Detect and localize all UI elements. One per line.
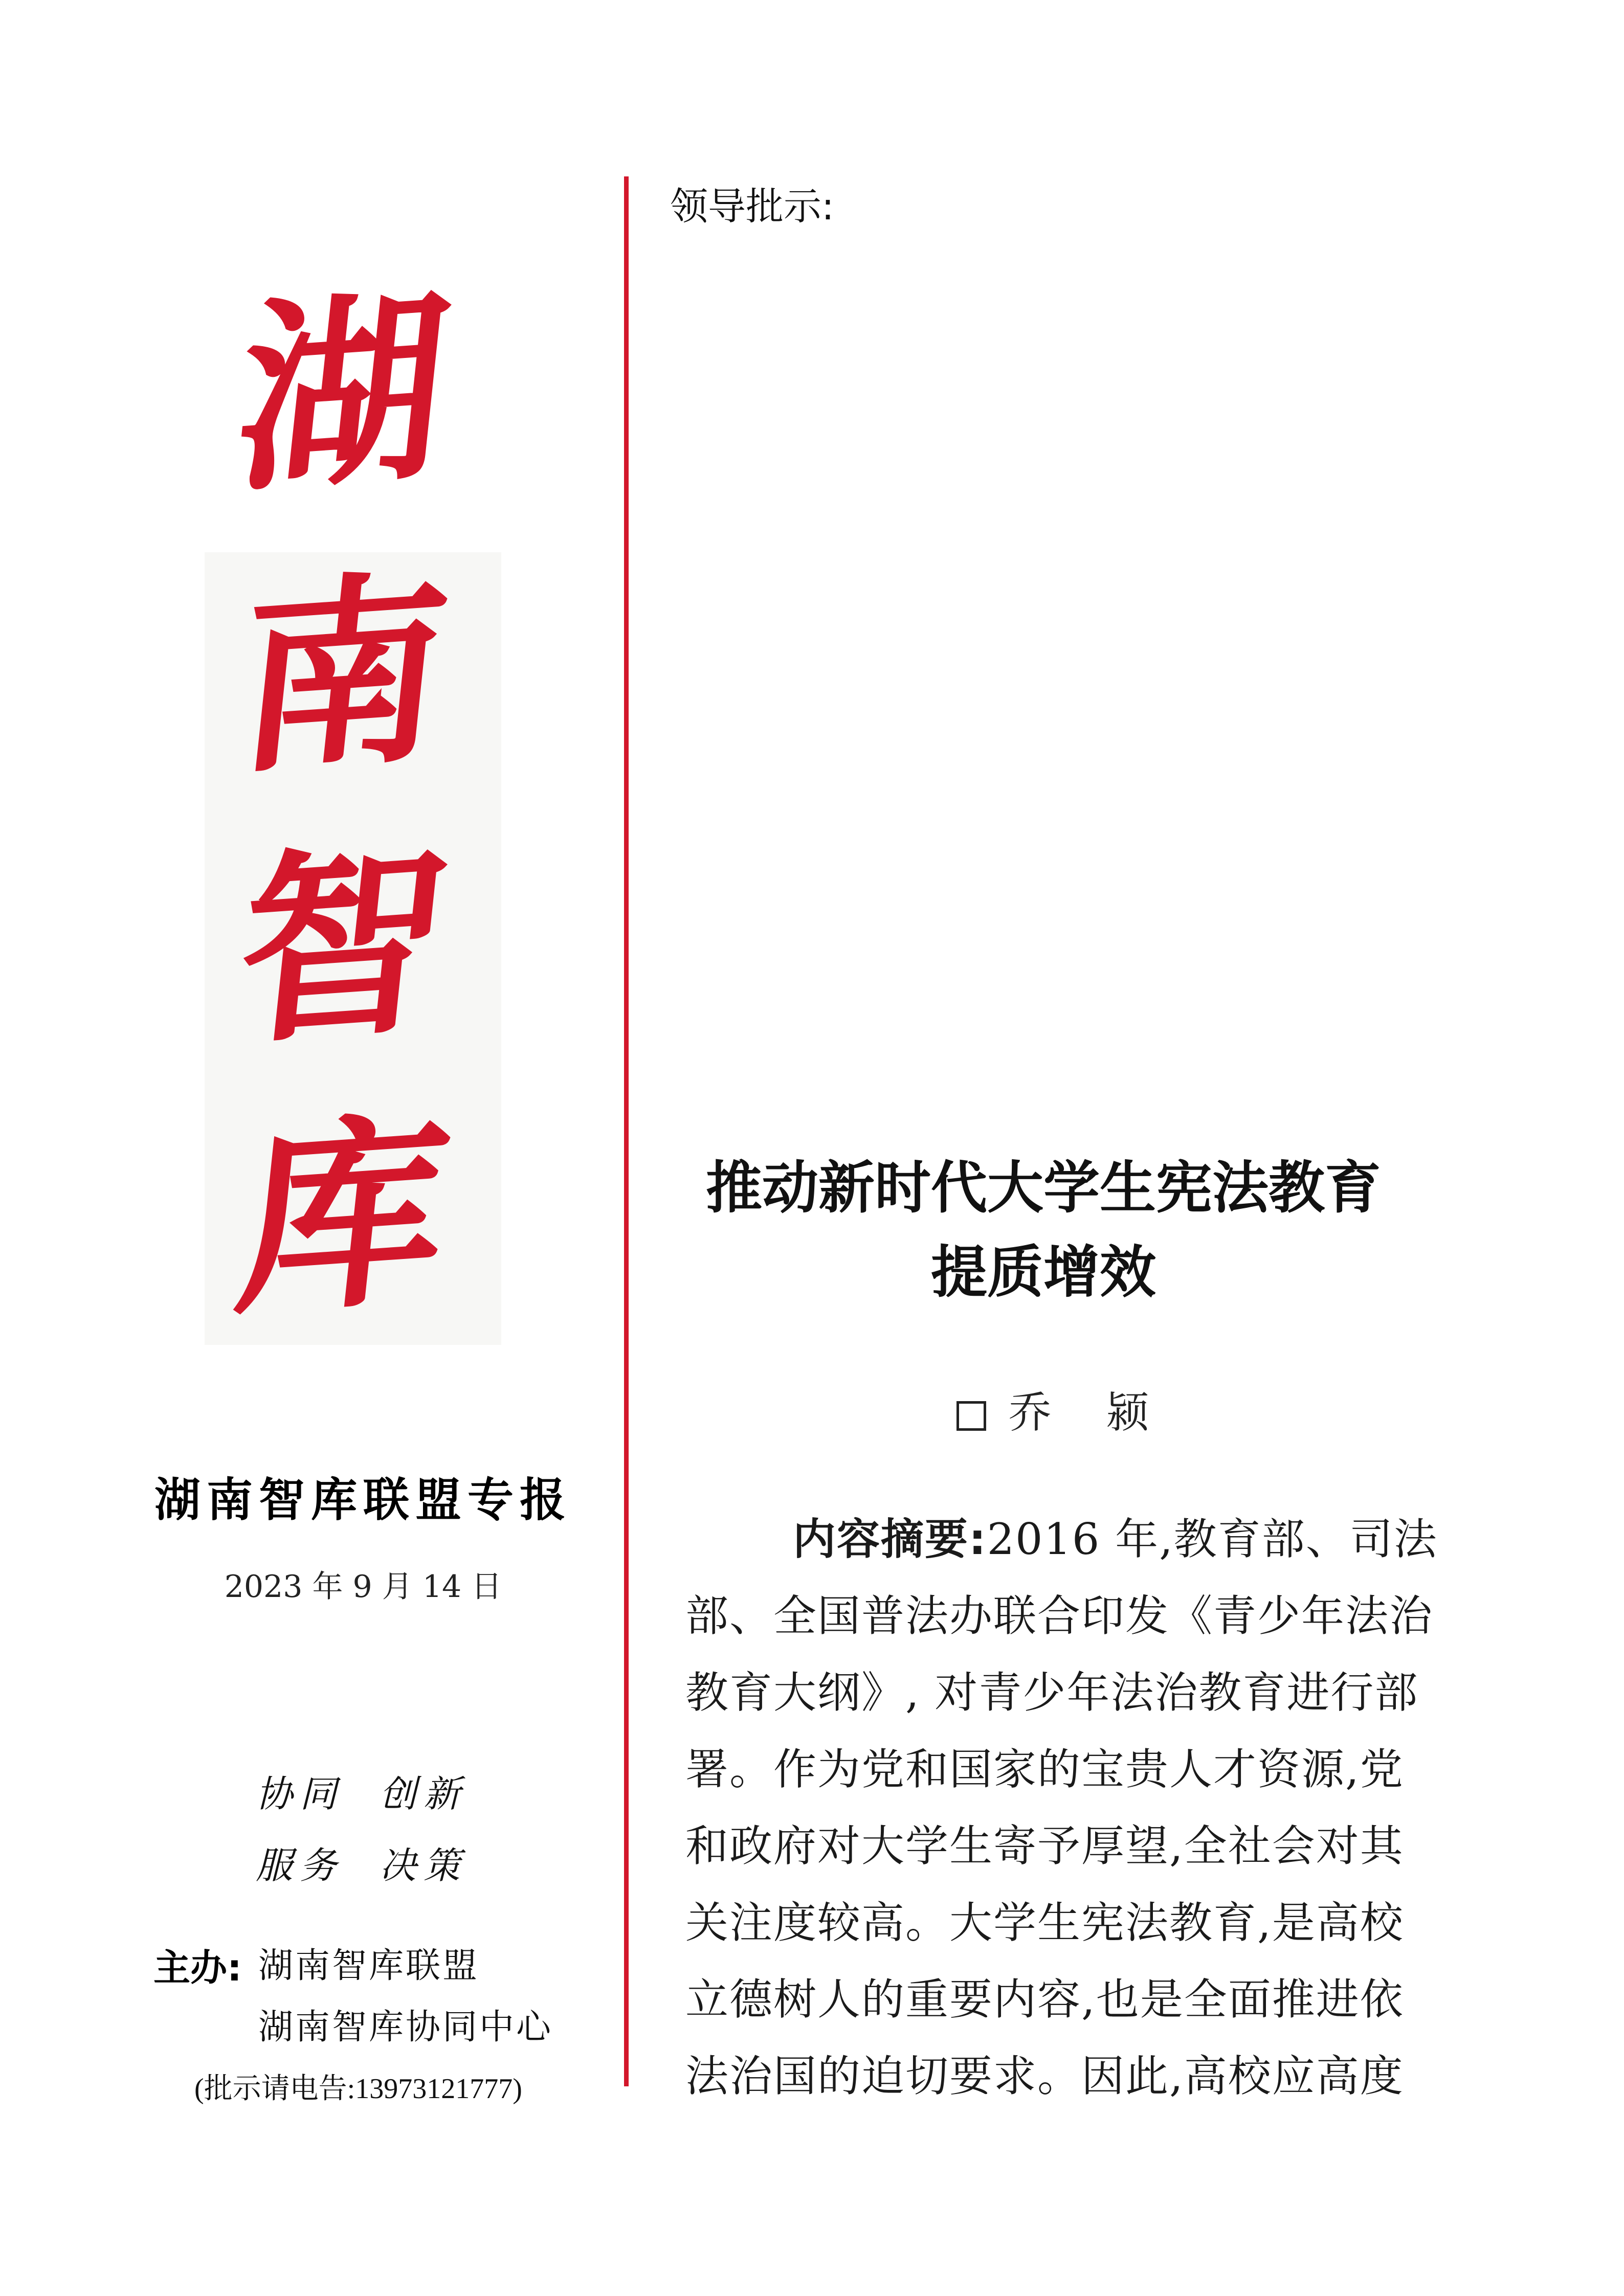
sponsor-name: 湖南智库联盟	[258, 1946, 480, 1986]
calligraphy-char-zhi: 智	[227, 819, 459, 1073]
abstract-line: 教育大纲》, 对青少年法治教育进行部	[685, 1668, 1419, 1718]
abstract-label: 内容摘要:	[793, 1514, 987, 1564]
motto-line-1	[256, 1764, 503, 1817]
abstract-line: 立德树人的重要内容,也是全面推进依	[685, 1974, 1404, 2024]
abstract-line: 和政府对大学生寄予厚望,全社会对其	[685, 1821, 1404, 1871]
article-title-line: 提质增效	[931, 1240, 1156, 1305]
motto-word: 服务	[256, 1844, 344, 1887]
sponsor-name: 湖南智库协同中心	[258, 2007, 553, 2047]
bulletin-date: 2023 年 9 月 14 日	[224, 1569, 502, 1605]
motto-line-2	[256, 1836, 503, 1889]
phone-note: (批示请电告:13973121777)	[194, 2073, 522, 2105]
abstract-line: 署。作为党和国家的宝贵人才资源,党	[685, 1744, 1404, 1794]
abstract-line	[685, 1501, 1438, 1578]
abstract-text: 2016 年,教育部、司法	[987, 1514, 1438, 1564]
masthead-calligraphy	[205, 266, 511, 1350]
motto-word: 创新	[380, 1772, 468, 1815]
motto-word: 协同	[256, 1772, 344, 1815]
bulletin-title: 湖南智库联盟专报	[154, 1473, 572, 1527]
calligraphy-char-hu: 湖	[227, 266, 459, 521]
article-title-line: 推动新时代大学生宪法教育	[706, 1155, 1381, 1221]
byline-author: 乔 颍	[1009, 1387, 1170, 1437]
abstract-line: 关注度较高。大学生宪法教育,是高校	[685, 1898, 1404, 1948]
byline	[956, 1378, 1170, 1440]
calligraphy-char-ku: 库	[227, 1090, 459, 1344]
leader-instruction-label: 领导批示:	[670, 185, 834, 229]
abstract	[685, 1501, 1438, 2114]
byline-box-icon	[956, 1401, 986, 1431]
abstract-line: 法治国的迫切要求。因此,高校应高度	[685, 2051, 1404, 2101]
red-divider	[624, 176, 629, 2086]
abstract-line: 部、全国普法办联合印发《青少年法治	[685, 1591, 1434, 1641]
motto-word: 决策	[380, 1844, 468, 1887]
calligraphy-char-nan: 南	[227, 548, 459, 802]
sponsor-label: 主办:	[153, 1946, 242, 1989]
